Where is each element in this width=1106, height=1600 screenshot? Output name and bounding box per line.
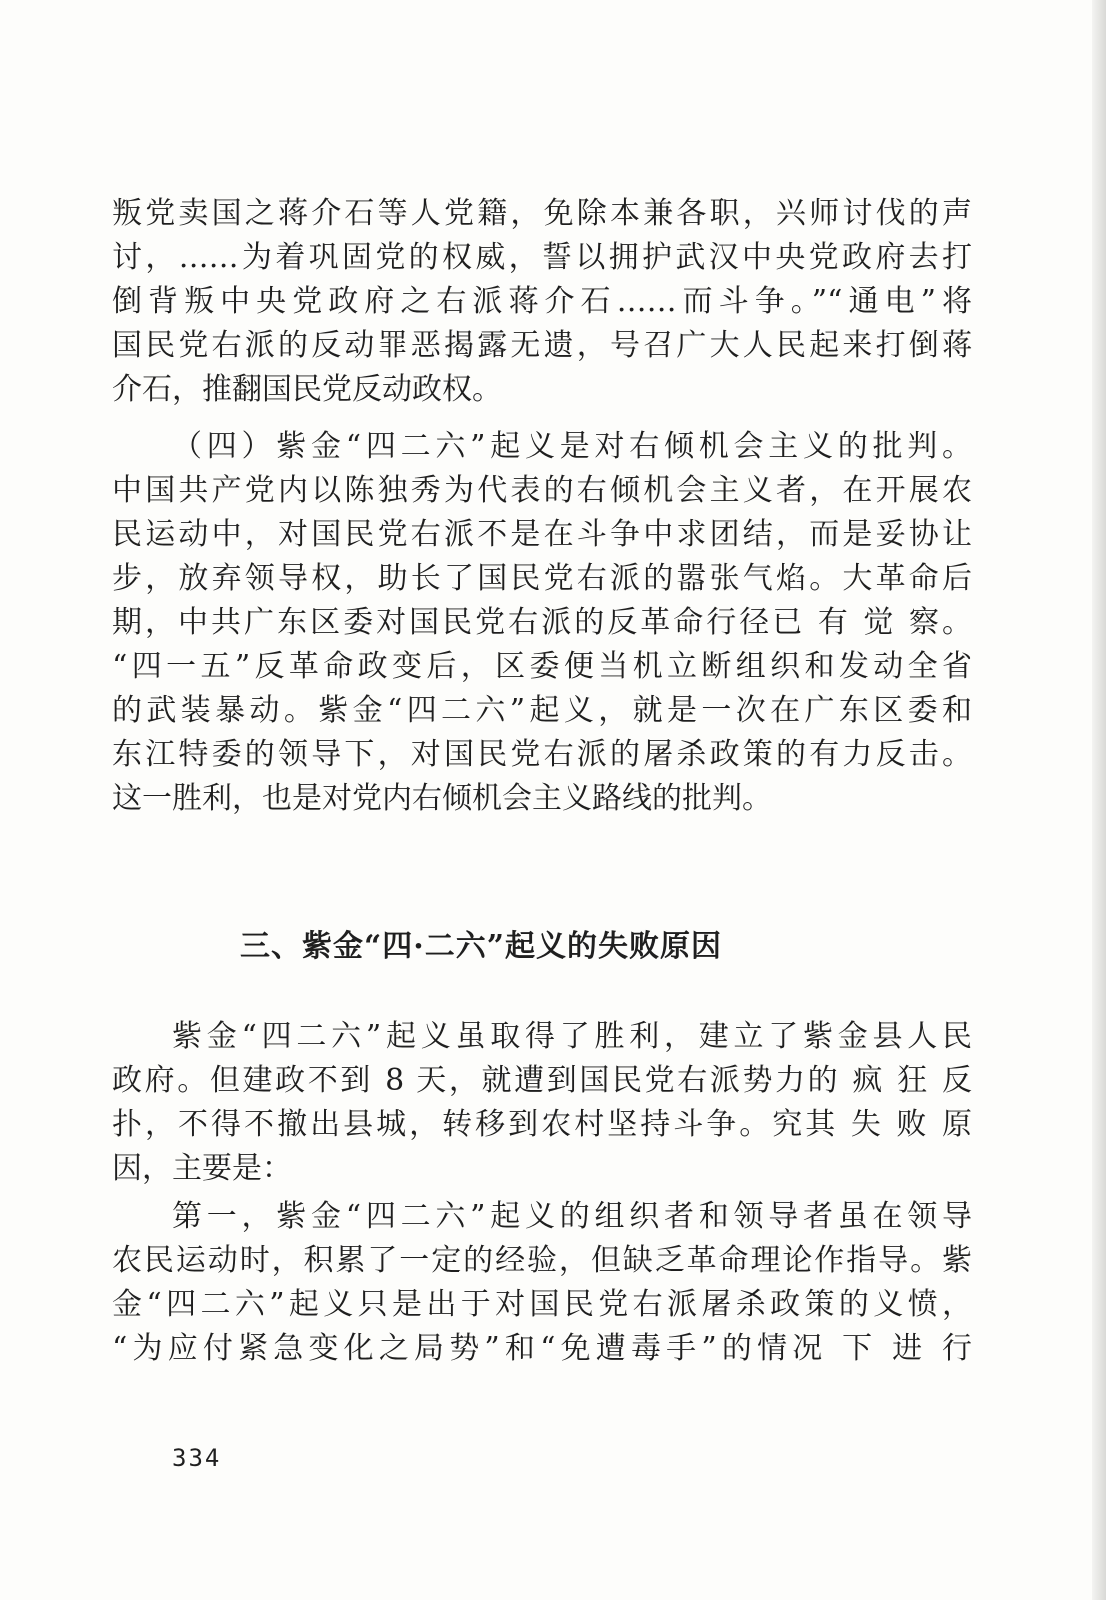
text-line: 金“四二六”起义只是出于对国民党右派屠杀政策的义愤， — [112, 1287, 972, 1322]
paragraph-3 — [112, 1015, 972, 1191]
text-line: 国民党右派的反动罪恶揭露无遗，号召广大人民起来打倒蒋 — [112, 328, 972, 363]
text-line: 倒背叛中央党政府之右派蒋介石……而斗争。”“通电”将 — [112, 284, 972, 319]
text-line: （四）紫金“四二六”起义是对右倾机会主义的批判。 — [172, 429, 972, 464]
paragraph-1 — [112, 192, 972, 412]
text-line: “为应付紧急变化之局势”和“免遭毒手”的情况 下 进 行 — [112, 1331, 972, 1366]
text-line: 第一，紫金“四二六”起义的组织者和领导者虽在领导 — [172, 1199, 972, 1234]
text-line: 因，主要是： — [112, 1151, 292, 1186]
text-line: 扑，不得不撤出县城，转移到农村坚持斗争。究其 失 败 原 — [112, 1107, 972, 1142]
text-line: “四一五”反革命政变后，区委便当机立断组织和发动全省 — [112, 649, 972, 684]
text-line: 这一胜利，也是对党内右倾机会主义路线的批判。 — [112, 781, 772, 816]
section-heading: 三、紫金“四·二六”起义的失败原因 — [240, 929, 722, 964]
text-line: 中国共产党内以陈独秀为代表的右倾机会主义者，在开展农 — [112, 473, 972, 508]
text-line: 介石，推翻国民党反动政权。 — [112, 372, 502, 407]
text-line: 政府。但建政不到 8 天，就遭到国民党右派势力的 疯 狂 反 — [112, 1063, 972, 1098]
text-line: 民运动中，对国民党右派不是在斗争中求团结，而是妥协让 — [112, 517, 972, 552]
text-line: 叛党卖国之蒋介石等人党籍，免除本兼各职，兴师讨伐的声 — [112, 196, 972, 231]
text-line: 期，中共广东区委对国民党右派的反革命行径已 有 觉 察。 — [112, 605, 972, 640]
text-line: 的武装暴动。紫金“四二六”起义，就是一次在广东区委和 — [112, 693, 972, 728]
page-edge-shadow — [1092, 0, 1106, 1600]
text-line: 紫金“四二六”起义虽取得了胜利，建立了紫金县人民 — [172, 1019, 972, 1054]
page-number: 334 — [172, 1444, 222, 1472]
paragraph-4 — [112, 1195, 972, 1371]
text-line: 农民运动时，积累了一定的经验，但缺乏革命理论作指导。紫 — [112, 1243, 972, 1278]
text-line: 讨，……为着巩固党的权威，誓以拥护武汉中央党政府去打 — [112, 240, 972, 275]
text-line: 东江特委的领导下，对国民党右派的屠杀政策的有力反击。 — [112, 737, 972, 772]
paragraph-2 — [112, 425, 972, 821]
text-line: 步，放弃领导权，助长了国民党右派的嚣张气焰。大革命后 — [112, 561, 972, 596]
